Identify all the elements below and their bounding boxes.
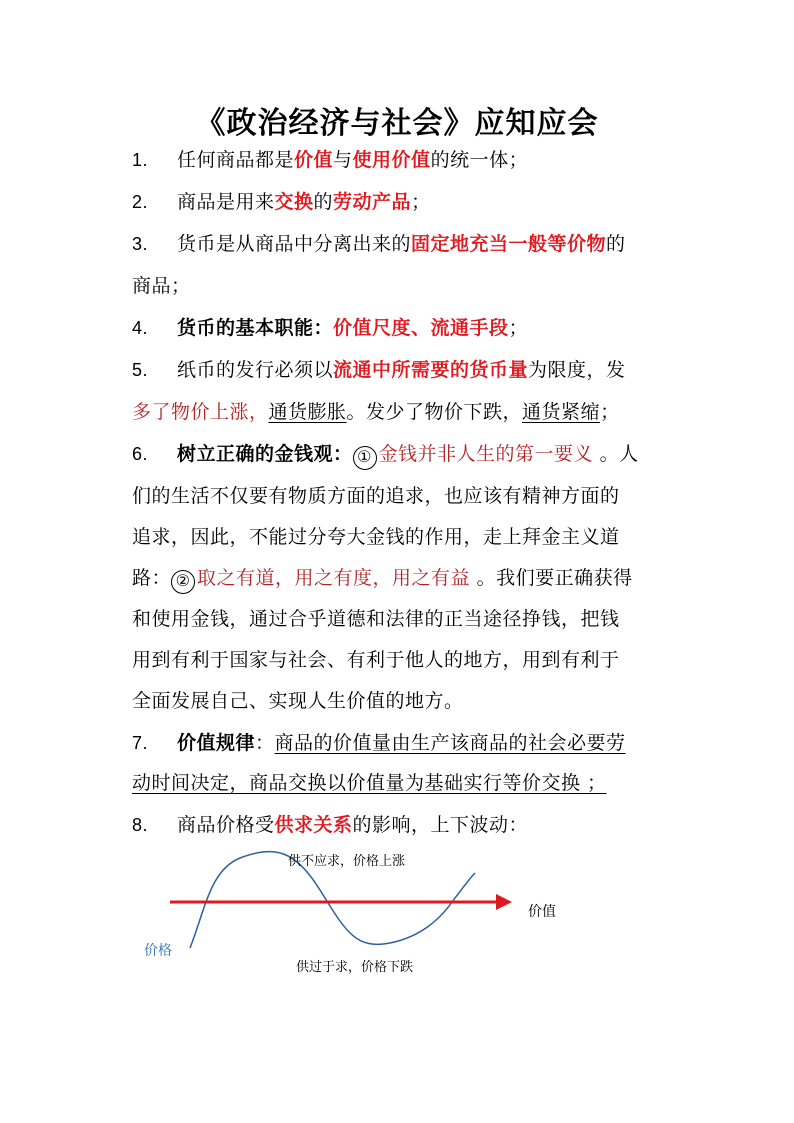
item-6-line-5: 和使用金钱，通过合乎道德和法律的正当途径挣钱，把钱	[132, 608, 620, 630]
value-axis-arrowhead	[496, 894, 512, 910]
item-6-line-6: 用到有利于国家与社会、有利于他人的地方，用到有利于	[132, 649, 620, 671]
item-6-line-2: 们的生活不仅要有物质方面的追求，也应该有精神方面的	[132, 485, 620, 507]
label-price: 价格	[144, 943, 172, 959]
label-supply-excess: 供过于求，价格下跌	[296, 960, 414, 975]
document-page: 《政治经济与社会》应知应会 1. 任何商品都是价值与使用价值的统一体； 2. 商品是用来交换的劳动产品； 3. 货币是从商品中分离出来的固定地充当一般等价物的 商品； 4. 货币的基本职能：价值尺度、流通手段； 5. 纸币的发行必须以流通中所需要的货币量为限度，发 多了物价上涨，通货膨胀。发少了物价下跌，通货紧缩； 6. 树立正确的金钱观： ① 金钱并非人生的第一要义 。人 们的生活不仅要有物质方面的追求，也应该有精神方面的 追求，因此，不能过分夸大金钱的作用，走上拜金主义道 路： ② 取之有道，用之有度，用之有益 。我们要正确获得 和使用金钱，通过合乎道德和法律的正当途径挣钱，把钱 用到有利于国家与社会、有利于他人的地方，用到有利于 全面发展自己、实现人生价值的地方。 7. 价值规律：商品的价值量由生产该商品的社会必要劳 动时间决定，商品交换以价值量为基础实行等价交换 ； 8. 商品价格受供求关系的影响，上下波动： 供不应求，价格上涨 供过于求，价格下跌 价值 价格	[0, 0, 794, 1123]
item-6-line-3: 追求，因此，不能过分夸大金钱的作用，走上拜金主义道	[132, 526, 620, 548]
label-supply-short: 供不应求，价格上涨	[288, 854, 406, 869]
item-7-cont: 动时间决定，商品交换以价值量为基础实行等价交换 ；	[132, 772, 607, 794]
item-5-cont: 多了物价上涨，通货膨胀。发少了物价下跌，通货紧缩；	[132, 401, 620, 423]
page-title: 《政治经济与社会》应知应会	[195, 106, 599, 141]
label-value: 价值	[528, 904, 556, 920]
item-3-cont: 商品；	[132, 275, 191, 297]
item-6-line-7: 全面发展自己、实现人生价值的地方。	[132, 690, 464, 712]
item-6-line-4: 路： ② 取之有道，用之有度，用之有益 。我们要正确获得	[132, 566, 633, 594]
price-value-diagram	[0, 840, 794, 990]
